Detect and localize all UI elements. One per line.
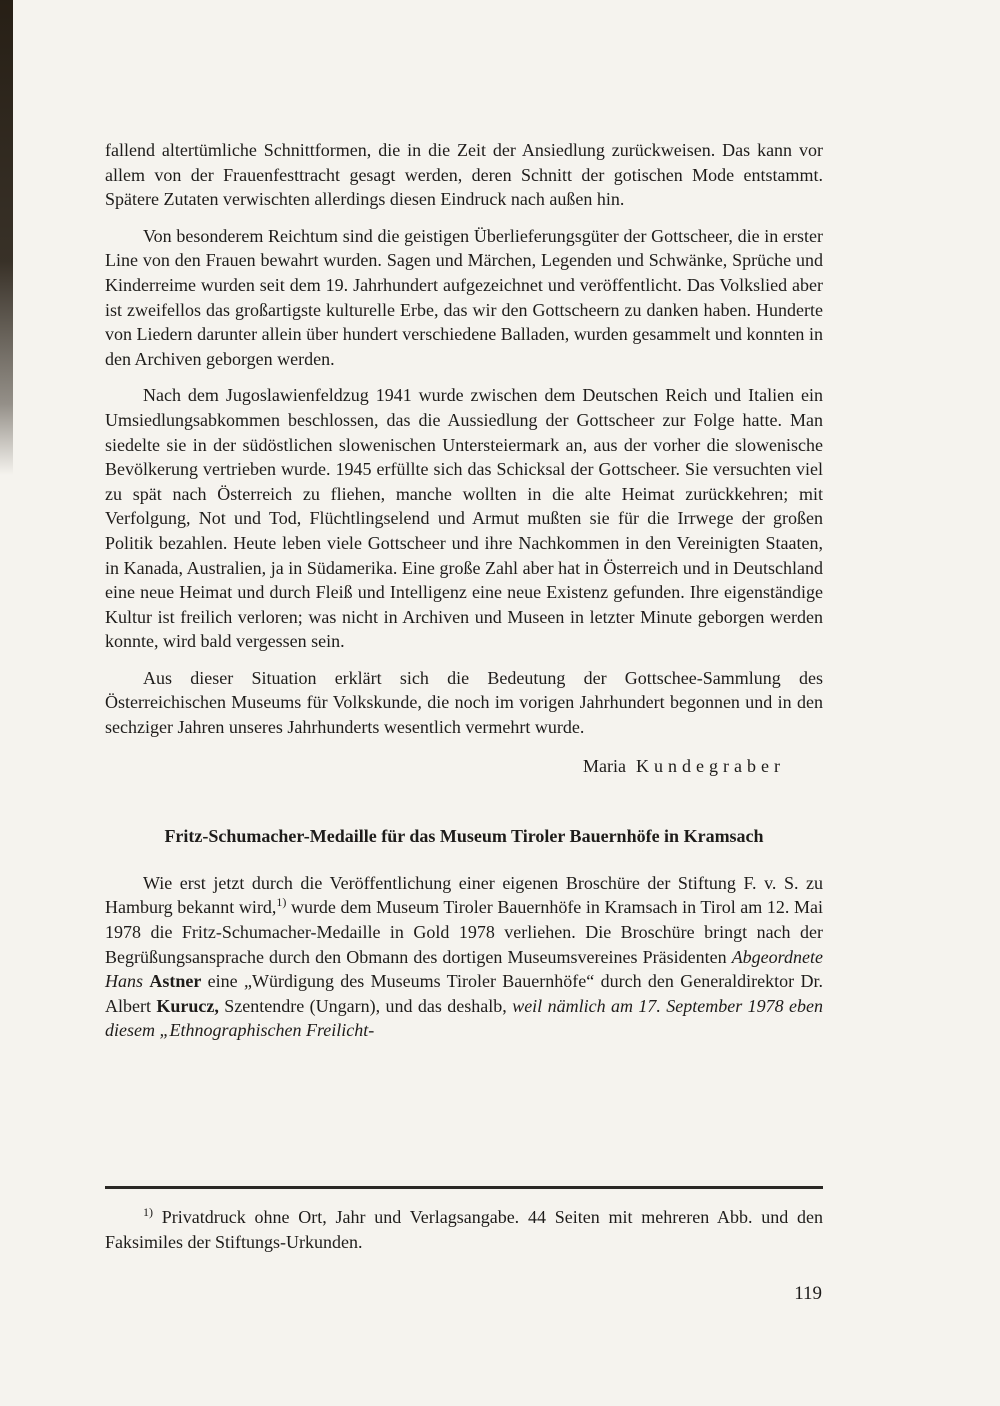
- article-text-italic: Abgeordnete Hans: [105, 946, 823, 992]
- article-name-bold: Astner: [149, 971, 202, 992]
- footnote-reference: 1): [276, 895, 287, 910]
- article-text: Wie erst jetzt durch die Veröffentlichung einer eigenen Broschüre der Stiftung F. v. S. zu Hamburg bekannt wird,: [105, 872, 823, 918]
- paragraph: Nach dem Jugoslawienfeldzug 1941 wurde zwischen dem Deutschen Reich und Italien ein Umsiedlungsabkommen beschlossen, das die Aussiedlung der Gottscheer zur Folge hatte. Man siedelte sie in der südöstlichen slowenischen Untersteiermark an, aus der vorher die slowenische Bevölkerung vertrieben wurde. 1945 erfüllte sich das Schicksal der Gottscheer. Sie versuchten viel zu spät nach Österreich zu fliehen, manche wollten in die alte Heimat zurückkehren; mit Verfolgung, Not und Tod, Flüchtlingselend und Armut mußten sie für die Irrwege der großen Politik bezahlen. Heute leben viele Gottscheer und ihre Nachkommen in den Vereinigten Staaten, in Kanada, Australien, ja in Südamerika. Eine große Zahl aber hat in Österreich und in Deutschland eine neue Heimat und durch Fleiß und Intelligenz eine neue Existenz gefunden. Ihre eigenständige Kultur ist freilich verloren; was nicht in Archiven und Museen in letzter Minute geborgen werden konnte, wird bald vergessen sein.: [105, 385, 823, 652]
- paragraph: Aus dieser Situation erklärt sich die Bedeutung der Gottschee-Sammlung des Österreichischen Museums für Volkskunde, die noch im vorigen Jahrhundert begonnen und in den sechziger Jahren unseres Jahrhunderts wesentlich vermehrt wurde.: [105, 667, 823, 738]
- footnote-block: [105, 1186, 823, 1254]
- article-text: wurde dem Museum Tiroler Bauernhöfe in Kramsach in Tirol am 12. Mai 1978 die Fritz-Schumacher-Medaille in Gold 1978 verliehen. Die Broschüre bringt nach der Begrüßungsansprache durch den Obmann des dortigen Museumsvereines Präsidenten: [105, 897, 823, 967]
- paragraph-continuation: fallend altertümliche Schnittformen, die in die Zeit der Ansiedlung zurückweisen. Das kann vor allem von der Frauenfesttracht gesagt werden, deren Schnitt der gotischen Mode entstammt. Spätere Zutaten verwischten allerdings diesen Eindruck nach außen hin.: [105, 140, 823, 210]
- author-signature: [105, 754, 823, 779]
- article-text: Szentendre (Ungarn), und das deshalb,: [218, 995, 513, 1016]
- footnote-separator: [105, 1186, 823, 1189]
- author-first-name: Maria: [583, 755, 627, 776]
- article-text: eine „Würdigung des Museums Tiroler Bauernhöfe“ durch den Generaldirektor Dr. Albert: [105, 971, 823, 1016]
- text-block: [105, 138, 823, 1055]
- paragraph: Von besonderem Reichtum sind die geistigen Überlieferungsgüter der Gottscheer, die in erster Line von den Frauen bewahrt wurden. Sagen und Märchen, Legenden und Schwänke, Sprüche und Kinderreime wurden seit dem 19. Jahrhundert aufgezeichnet und veröffentlicht. Das Volkslied aber ist zweifellos das großartigste kulturelle Erbe, das wir den Gottscheern zu danken haben. Hunderte von Liedern darunter allein über hundert verschiedene Balladen, wurden gesammelt und konnten in den Archiven geborgen werden.: [105, 225, 823, 369]
- footnote-text: Privatdruck ohne Ort, Jahr und Verlagsangabe. 44 Seiten mit mehreren Abb. und den Faksimiles der Stiftungs-Urkunden.: [105, 1207, 823, 1252]
- scan-binding-shadow: [0, 0, 13, 475]
- article-heading: Fritz-Schumacher-Medaille für das Museum Tiroler Bauernhöfe in Kramsach: [164, 826, 764, 847]
- article-text-italic: weil nämlich am 17. September 1978 eben diesem „Ethnographischen Freilicht-: [105, 995, 824, 1041]
- footnote: [105, 1205, 823, 1254]
- footnote-marker: 1): [143, 1205, 153, 1219]
- page-number: 119: [794, 1283, 822, 1304]
- author-last-name: Kundegraber: [636, 755, 785, 776]
- article-name-bold: Kurucz,: [156, 995, 219, 1016]
- article-paragraph: [105, 871, 823, 1043]
